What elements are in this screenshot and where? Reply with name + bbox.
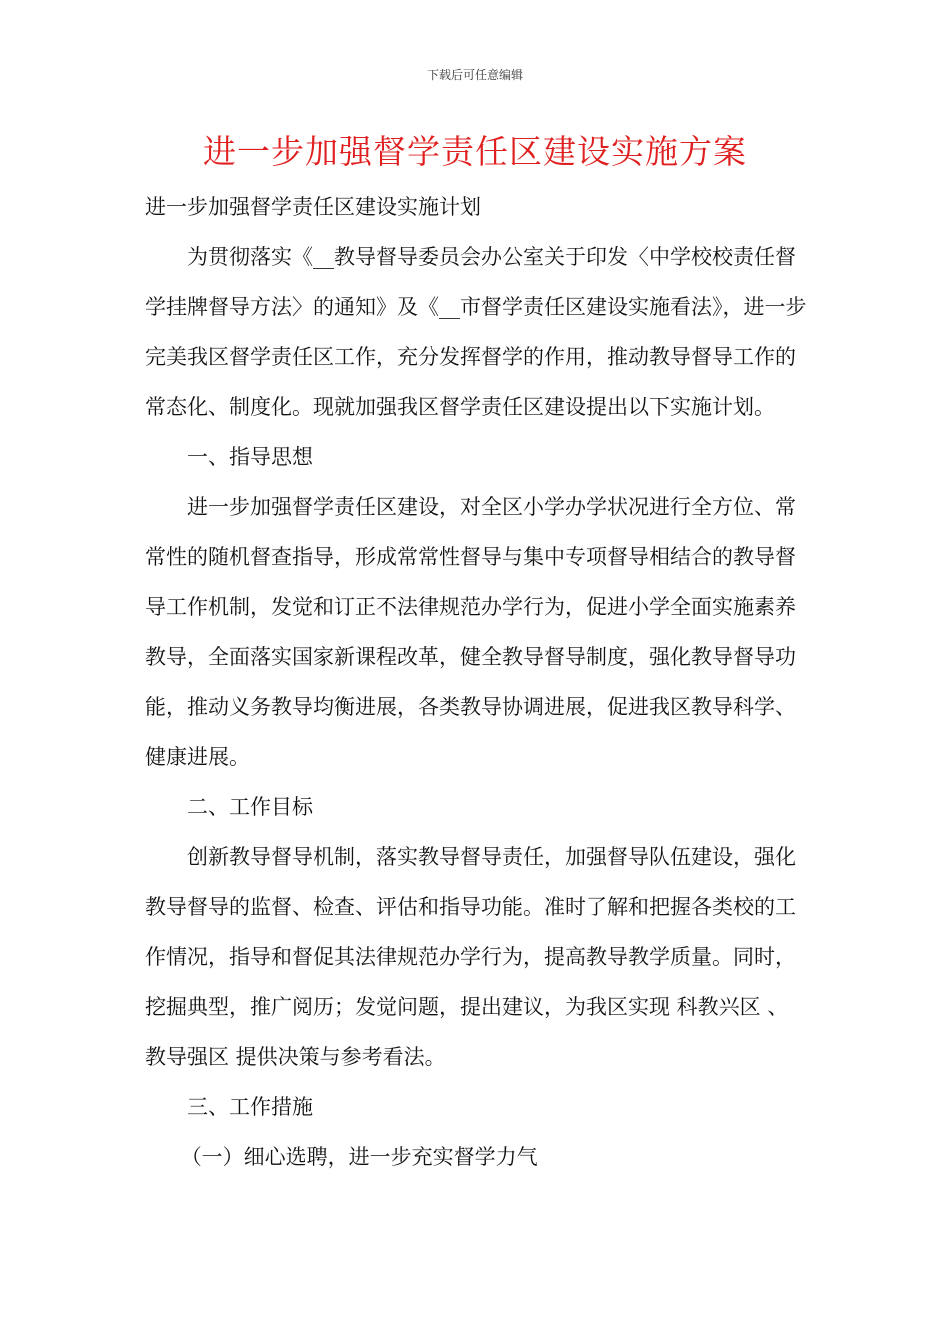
page-header-note: 下载后可任意编辑 xyxy=(426,68,523,82)
section-body-work-goals: 创新教导督导机制，落实教导督导责任，加强督导队伍建设，强化教导督导的监督、检查、评估和指导功能。准时了解和把握各类校的工作情况，指导和督促其法律规范办学行为，提高教导教学质量。同时，挖掘典型，推广阅历；发觉问题，提出建议，为我区实现 科教兴区 、 教导强区 提供决策与参考看法。 xyxy=(145,845,796,1069)
section-heading-work-measures: 三、工作措施 xyxy=(187,1095,313,1119)
intro-paragraph: 为贯彻落实《__教导督导委员会办公室关于印发〈中学校校责任督学挂牌督导方法〉的通知》及《__市督学责任区建设实施看法》，进一步完美我区督学责任区工作，充分发挥督学的作用，推动教导督导工作的常态化、制度化。现就加强我区督学责任区建设提出以下实施计划。 xyxy=(145,245,807,419)
document-title: 进一步加强督学责任区建设实施方案 xyxy=(203,132,747,171)
section-body-guiding-ideology: 进一步加强督学责任区建设，对全区小学办学状况进行全方位、常常性的随机督查指导，形成常常性督导与集中专项督导相结合的教导督导工作机制，发觉和订正不法律规范办学行为，促进小学全面实施素养教导，全面落实国家新课程改革，健全教导督导制度，强化教导督导功能，推动义务教导均衡进展，各类教导协调进展，促进我区教导科学、健康进展。 xyxy=(145,495,796,769)
document-body xyxy=(145,182,813,1182)
subsection-heading: （一）细心选聘，进一步充实督学力气 xyxy=(180,1145,538,1169)
section-heading-guiding-ideology: 一、指导思想 xyxy=(187,445,313,469)
section-heading-work-goals: 二、工作目标 xyxy=(187,795,313,819)
document-subtitle: 进一步加强督学责任区建设实施计划 xyxy=(145,195,481,219)
